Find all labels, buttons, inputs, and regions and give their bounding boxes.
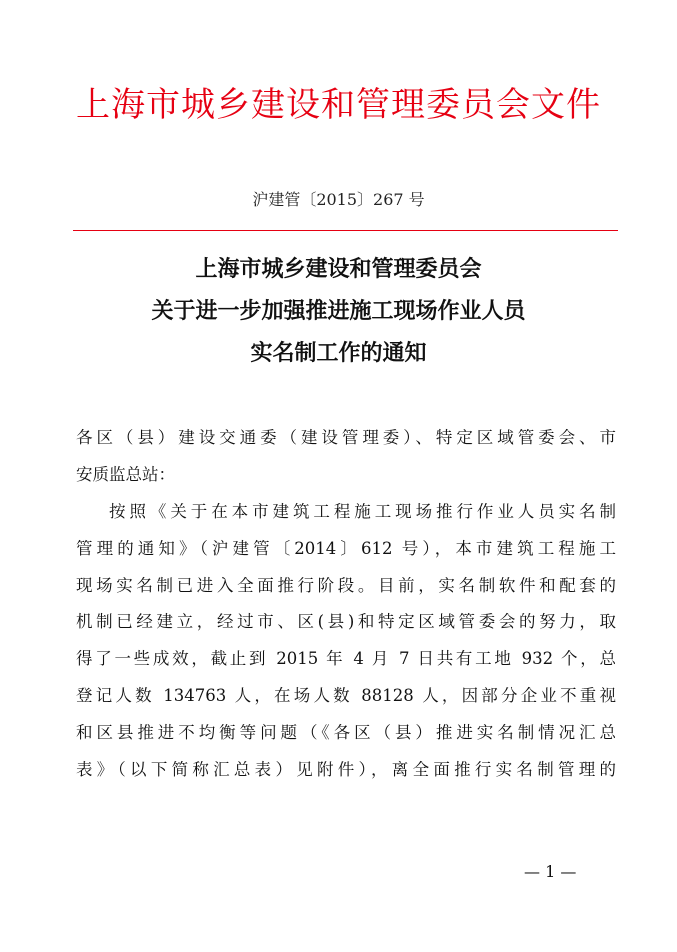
recipients-line-2: 安质监总站： (76, 464, 175, 484)
paragraph-line: 登记人数 134763 人，在场人数 88128 人，因部分企业不重视 (76, 686, 616, 706)
title-line-2: 关于进一步加强推进施工现场作业人员 (151, 298, 526, 324)
paragraph-line: 机制已经建立，经过市、区(县)和特定区域管委会的努力，取 (76, 612, 616, 632)
red-separator-line (73, 230, 618, 231)
paragraph-line: 表》（以下简称汇总表）见附件），离全面推行实名制管理的 (76, 760, 616, 780)
paragraph-line: 现场实名制已进入全面推行阶段。目前，实名制软件和配套的 (76, 575, 616, 595)
document-title (0, 248, 677, 374)
recipients-line-1: 各区（县）建设交通委（建设管理委）、特定区域管委会、市 (76, 428, 616, 447)
title-line-3: 实名制工作的通知 (250, 340, 427, 366)
paragraph-line: 得了一些成效，截止到 2015 年 4 月 7 日共有工地 932 个，总 (76, 649, 616, 669)
paragraph-line: 管理的通知》（沪建管〔2014〕612 号），本市建筑工程施工 (76, 538, 616, 558)
document-body (76, 420, 616, 789)
page-number: — 1 — (524, 862, 577, 881)
paragraph-line: 按照《关于在本市建筑工程施工现场推行作业人员实名制 (109, 501, 616, 521)
title-line-1: 上海市城乡建设和管理委员会 (195, 256, 482, 282)
document-number: 沪建管〔2015〕267 号 (252, 190, 425, 209)
issuing-organization-header: 上海市城乡建设和管理委员会文件 (76, 85, 601, 125)
paragraph-line: 和区县推进不均衡等问题（《各区（县）推进实名制情况汇总 (76, 723, 616, 743)
